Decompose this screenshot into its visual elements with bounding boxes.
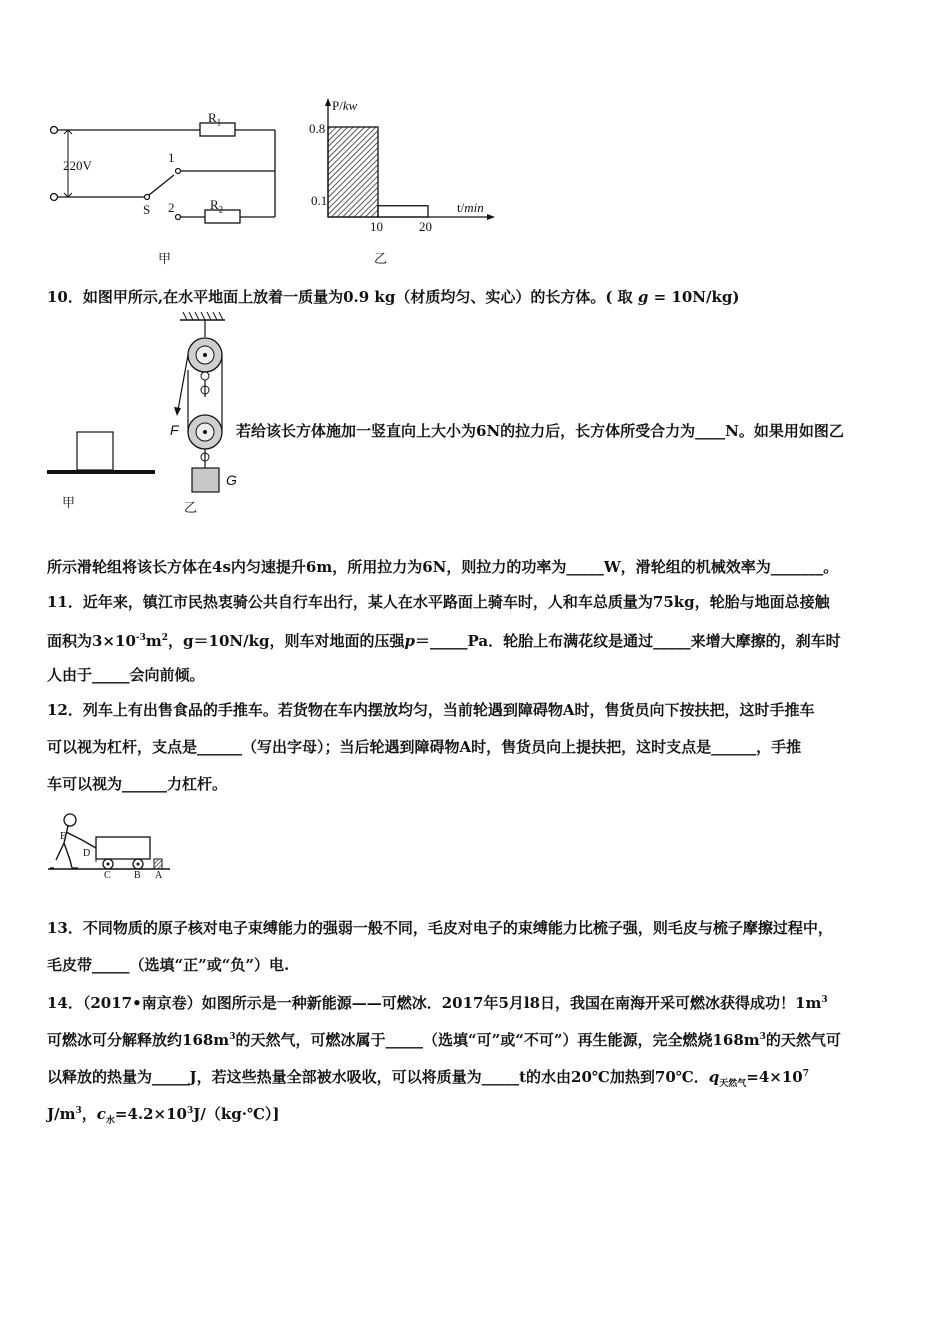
- q14-line2: 可燃冰可分解释放约$168m^3$的天然气，可燃冰属于_____（选填“可”或“不可”）再生能源，完全燃烧$168m^3$的天然气可: [47, 1031, 841, 1049]
- handcart-figure: [44, 808, 174, 878]
- contact-2: [176, 215, 181, 220]
- cart-label-E: E: [60, 831, 67, 842]
- voltage-label: 220V: [63, 158, 92, 173]
- q10-line1: 10．如图甲所示,在水平地面上放着一质量为0.9 kg（材质均匀、实心）的长方体。( 取 g = 10N/kg): [47, 288, 740, 306]
- y-tick-high: 0.8: [309, 121, 326, 136]
- cart-label-A: A: [155, 870, 163, 881]
- q12-line2: 可以视为杠杆，支点是______（写出字母）；当后轮遇到障碍物A时，售货员向上提扶把，这时支点是______，手推: [47, 738, 802, 756]
- cart-body: [96, 837, 150, 859]
- switch-blade: [149, 175, 174, 195]
- contact-1: [176, 169, 181, 174]
- label-G: G: [226, 472, 237, 488]
- ground: [47, 470, 155, 474]
- obstacle-a: [154, 859, 162, 869]
- r1-label: $R_1$: [208, 110, 222, 128]
- q14-line3: 以释放的热量为_____J，若这些热量全部被水吸收，可以将质量为_____t的水由20℃加热到70℃．$q_{天然气}=4\times 10^7$: [47, 1068, 809, 1089]
- graph-y-label: P/kw: [332, 98, 358, 113]
- q12-line3: 车可以视为______力杠杆。: [47, 775, 228, 793]
- q10-line2: 所示滑轮组将该长方体在4s内匀速提升6m，所用拉力为6N，则拉力的功率为_____W，滑轮组的机械效率为_______。: [47, 558, 839, 576]
- x-tick-10: 10: [370, 219, 383, 234]
- terminal-bottom: [51, 194, 58, 201]
- graph-x-label: t/min: [457, 200, 484, 215]
- switch-pivot: [145, 195, 150, 200]
- circuit-caption: 甲: [158, 252, 172, 267]
- contact-2-label: 2: [168, 200, 175, 215]
- q11-line3: 人由于_____会向前倾。: [47, 666, 205, 684]
- q13-line1: 13．不同物质的原子核对电子束缚能力的强弱一般不同，毛皮对电子的束缚能力比梳子强，则毛皮与梳子摩擦过程中，: [47, 919, 833, 937]
- pulley-system-figure: [165, 310, 240, 495]
- cart-label-D: D: [83, 848, 91, 859]
- label-F: F: [170, 422, 179, 438]
- y-tick-low: 0.1: [311, 193, 328, 208]
- circuit-diagram: [40, 105, 290, 265]
- power-segment-1: [328, 127, 378, 217]
- q13-line2: 毛皮带_____（选填“正”或“负”）电.: [47, 956, 290, 974]
- person-head: [64, 814, 76, 826]
- graph-caption: 乙: [374, 252, 388, 267]
- cart-label-C: C: [104, 870, 111, 881]
- q11-line1: 11．近年来，镇江市民热衷骑公共自行车出行，某人在水平路面上骑车时，人和车总质量为75kg，轮胎与地面总接触: [47, 593, 830, 611]
- block-on-ground-figure: [45, 425, 157, 485]
- q11-line2: 面积为$3\times 10^{-3}m^2$，g＝10N/kg，则车对地面的压强p＝_____Pa．轮胎上布满花纹是通过_____来增大摩擦的，刹车时: [47, 632, 841, 650]
- q12-line1: 12．列车上有出售食品的手推车。若货物在车内摆放均匀，当前轮遇到障碍物A时，售货员向下按扶把，这时手推车: [47, 701, 815, 719]
- terminal-top: [51, 127, 58, 134]
- hanging-weight: [192, 468, 219, 492]
- switch-label: S: [143, 202, 151, 217]
- q10-fig-left-caption: 甲: [62, 496, 76, 511]
- power-segment-2: [378, 206, 428, 217]
- cuboid-block: [77, 432, 113, 470]
- q10-fig-right-caption: 乙: [184, 501, 198, 516]
- cart-label-B: B: [134, 870, 141, 881]
- r2-label: $R_2$: [210, 197, 224, 215]
- x-tick-20: 20: [419, 219, 432, 234]
- q14-line4: $J/m^3$，$c_水=4.2\times 10^3J/(kg\cdot℃)$]: [47, 1105, 280, 1126]
- contact-1-label: 1: [168, 150, 175, 165]
- q14-line1: 14．（2017•南京卷）如图所示是一种新能源——可燃冰．2017年5月l8日，我国在南海开采可燃冰获得成功！$1m^3$: [47, 994, 828, 1012]
- q10-side-text: 若给该长方体施加一竖直向上大小为6N的拉力后，长方体所受合力为____N。如果用如图乙: [236, 422, 844, 440]
